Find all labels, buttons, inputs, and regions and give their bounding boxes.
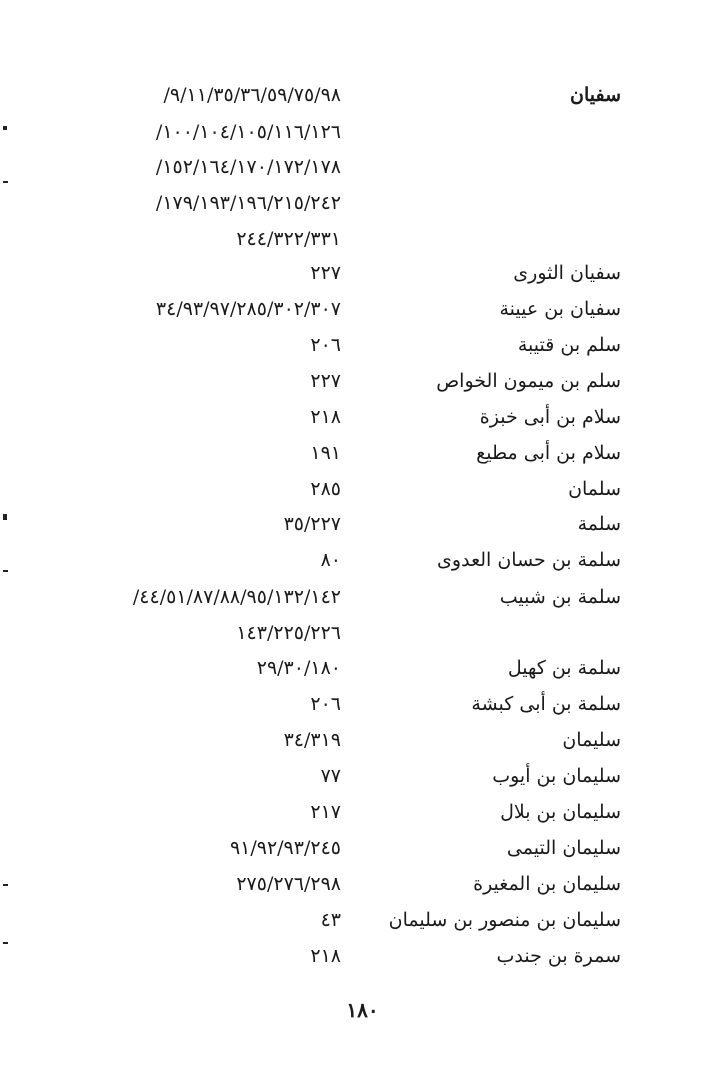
- entry-name: سليمان: [562, 729, 621, 751]
- index-entry-continuation: [0, 224, 725, 260]
- entry-name: سفيان بن عيينة: [499, 298, 621, 320]
- entry-pages: ٢١٧: [310, 801, 341, 823]
- entry-pages: ٩١/٩٢/٩٣/٢٤٥: [229, 837, 341, 859]
- entry-pages: ٢٧٥/٢٧٦/٢٩٨: [236, 873, 341, 895]
- entry-pages: ٢٢٧: [310, 370, 341, 392]
- entry-pages: ١٥٢/١٦٤/١٧٠/١٧٢/١٧٨/: [155, 156, 341, 178]
- index-entry: [0, 761, 725, 797]
- index-entry: [0, 653, 725, 689]
- entry-name: سلمة بن كهيل: [507, 657, 621, 679]
- index-entry: [0, 294, 725, 330]
- index-entry: [0, 545, 725, 581]
- entry-name: سليمان التيمى: [506, 837, 621, 859]
- index-entry-continuation: [0, 152, 725, 188]
- entry-name: سلمة بن حسان العدوى: [437, 549, 621, 571]
- index-entry: [0, 905, 725, 941]
- entry-pages: ٣٤/٣١٩: [283, 729, 341, 751]
- index-entry: [0, 438, 725, 474]
- scan-speck: [3, 884, 8, 886]
- index-entry: [0, 689, 725, 725]
- scan-speck: [3, 570, 8, 572]
- entry-pages: ٨٠: [320, 549, 341, 571]
- entry-name: سلمان: [568, 478, 621, 500]
- entry-name: سليمان بن أيوب: [492, 765, 621, 787]
- entry-name: سلم بن قتيبة: [517, 334, 621, 356]
- entry-name: سليمان بن بلال: [500, 801, 621, 823]
- index-entry-continuation: [0, 618, 725, 654]
- index-entry: [0, 869, 725, 905]
- entry-pages: ١٧٩/١٩٣/١٩٦/٢١٥/٢٤٢/: [155, 192, 341, 214]
- index-entry: [0, 941, 725, 977]
- entry-name: سليمان بن المغيرة: [473, 873, 621, 895]
- entry-pages: ٤٣: [320, 909, 341, 931]
- page-number: ١٨٠: [346, 998, 379, 1022]
- index-entry: [0, 80, 725, 116]
- entry-pages: ٢٠٦: [310, 334, 341, 356]
- entry-name: سليمان بن منصور بن سليمان: [388, 909, 621, 931]
- entry-name: سلمة بن شبيب: [499, 586, 621, 608]
- entry-pages: ١٩١: [310, 442, 341, 464]
- index-entry: [0, 474, 725, 510]
- index-entry: [0, 258, 725, 294]
- entry-name: سلمة: [577, 513, 621, 535]
- entry-pages: ٣٥/٢٢٧: [283, 513, 341, 535]
- index-entry: [0, 509, 725, 545]
- entry-name: سمرة بن جندب: [496, 945, 621, 967]
- entry-pages: ٢١٨: [310, 945, 341, 967]
- index-entry: [0, 833, 725, 869]
- scan-speck: [3, 181, 8, 183]
- entry-name: سفيان الثورى: [513, 262, 621, 284]
- index-entry: [0, 402, 725, 438]
- entry-pages: ٢٠٦: [310, 693, 341, 715]
- entry-name: سلام بن أبى مطيع: [476, 442, 621, 464]
- entry-pages: ٩/١١/٣٥/٣٦/٥٩/٧٥/٩٨/: [163, 84, 341, 106]
- entry-name: سلم بن ميمون الخواص: [436, 370, 621, 392]
- index-entry: [0, 797, 725, 833]
- entry-pages: ٧٧: [320, 765, 341, 787]
- entry-name: سلام بن أبى خبزة: [479, 406, 621, 428]
- entry-pages: ٢٢٧: [310, 262, 341, 284]
- entry-pages: ٤٤/٥١/٨٧/٨٨/٩٥/١٣٢/١٤٢/: [132, 586, 341, 608]
- scan-speck: [3, 126, 7, 130]
- entry-name: سفيان: [569, 84, 621, 106]
- entry-pages: ٢٨٥: [310, 478, 341, 500]
- index-entry-continuation: [0, 117, 725, 153]
- entry-pages: ٢٤٤/٣٢٢/٣٣١: [236, 228, 341, 250]
- entry-pages: ٢١٨: [310, 406, 341, 428]
- scan-speck: [3, 514, 7, 520]
- entry-pages: ١٠٠/١٠٤/١٠٥/١١٦/١٢٦/: [155, 121, 341, 143]
- entry-name: سلمة بن أبى كبشة: [471, 693, 621, 715]
- entry-pages: ٢٩/٣٠/١٨٠: [256, 657, 341, 679]
- index-entry: [0, 330, 725, 366]
- index-entry-continuation: [0, 188, 725, 224]
- entry-pages: ١٤٣/٢٢٥/٢٢٦: [236, 622, 341, 644]
- entry-pages: ٣٤/٩٣/٩٧/٢٨٥/٣٠٢/٣٠٧: [155, 298, 341, 320]
- index-entry: [0, 366, 725, 402]
- index-entry: [0, 582, 725, 618]
- scan-speck: [3, 942, 8, 944]
- index-entry: [0, 725, 725, 761]
